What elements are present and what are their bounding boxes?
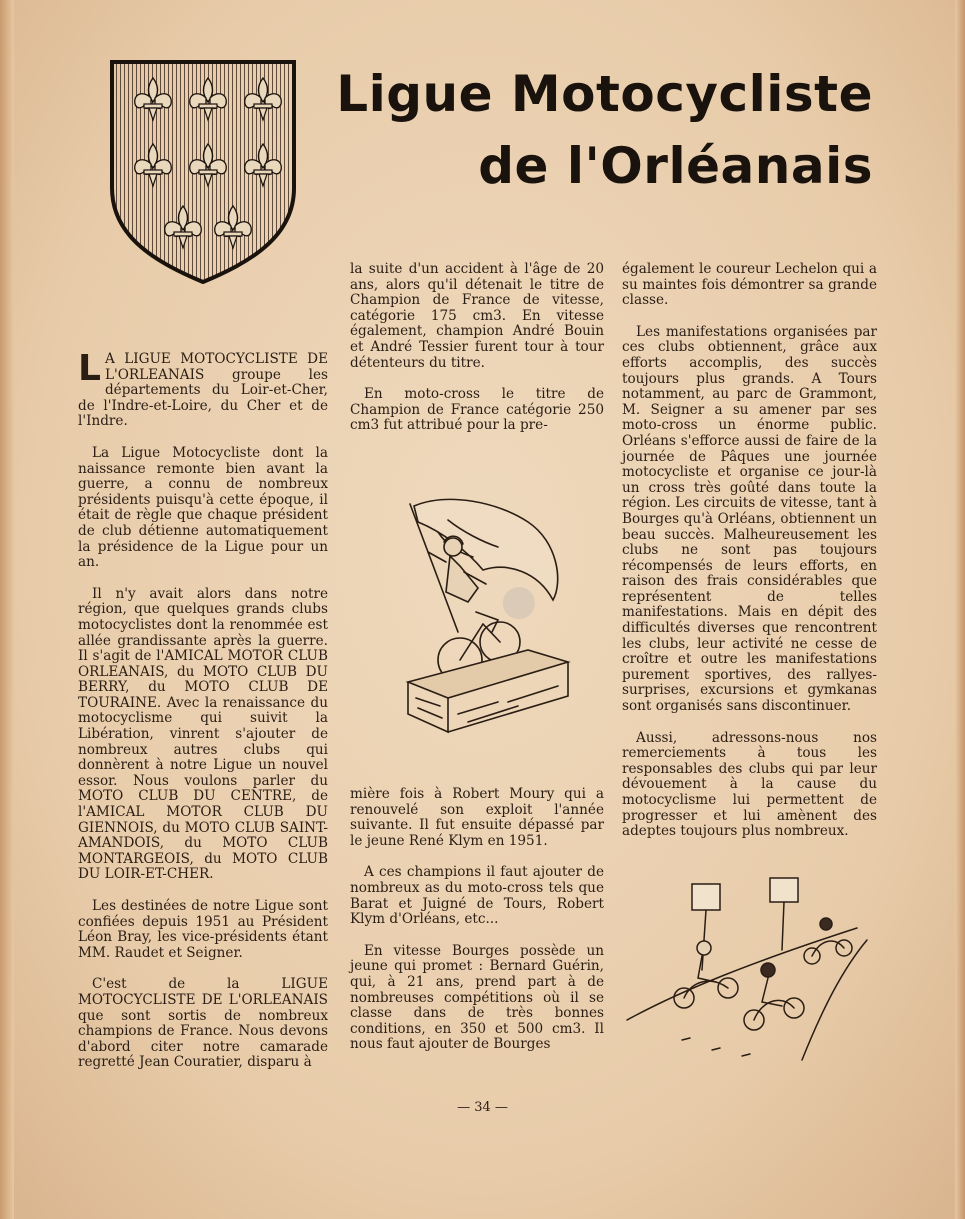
page-edge-right bbox=[955, 0, 965, 1219]
rider-statue-with-flag-illustration bbox=[388, 492, 588, 742]
paragraph: Les manifestations organisées par ces clubs obtiennent, grâce aux efforts accomplis, des succès toujours plus grands. A Tours notamment, au parc de Grammont, M. Seigner a su amener par ses moto-cross un énorme public. Orléans s'efforce aussi de faire de la journée de Pâques une journée motocycliste et organise ce jour-là un cross très goûté dans toute la région. Les circuits de vitesse, tant à Bourges qu'à Orléans, obtiennent un beau succès. Malheureusement les clubs ne sont pas toujours récompensés de leurs efforts, en raison des frais considérables que représentent de telles manifestations. Mais en dépit des difficultés diverses que rencontrent les clubs, leur activité ne cesse de croître et outre les manifestations purement sportives, des rallyes-surprises, excursions et gymkanas sont organisés sans discontinuer. bbox=[622, 323, 877, 715]
paragraph: C'est de la LIGUE MOTOCYCLISTE DE L'ORLEANAIS que sont sortis de nombreux champions de France. Nous devons d'abord citer notre camarade regretté Jean Couratier, disparu à bbox=[78, 976, 328, 1071]
paragraph: En vitesse Bourges possède un jeune qui promet : Bernard Guérin, qui, à 21 ans, prend part à de nombreuses compétitions où il se classe dans de très bonnes conditions, en 350 et 500 cm3. Il nous faut ajouter de Bourges bbox=[350, 942, 604, 1053]
page-title bbox=[336, 58, 873, 202]
paragraph: A ces champions il faut ajouter de nombreux as du moto-cross tels que Barat et Juigné de Tours, Robert Klym d'Orléans, etc... bbox=[350, 864, 604, 928]
article-column-2-bottom bbox=[350, 787, 604, 1069]
paragraph: Aussi, adressons-nous nos remerciements à tous les responsables des clubs qui par leur dévouement à la cause du motocyclisme lui permettent de progresser et lui amènent des adeptes toujours plus nombreux. bbox=[622, 729, 877, 840]
title-line-1: Ligue Motocycliste bbox=[336, 65, 873, 123]
paragraph bbox=[78, 348, 328, 430]
paragraph: Les destinées de notre Ligue sont confiées depuis 1951 au Président Léon Bray, les vice-présidents étant MM. Raudet et Seigner. bbox=[78, 898, 328, 961]
paragraph-text: A LIGUE MOTOCYCLISTE DE L'ORLEANAIS groupe les départements du Loir-et-Cher, de l'Indre-et-Loire, du Cher et de l'Indre. bbox=[78, 351, 328, 430]
article-column-3 bbox=[622, 262, 877, 856]
page-number: — 34 — bbox=[457, 1100, 508, 1115]
watermark-logo: ● bbox=[496, 572, 540, 627]
drop-cap: L bbox=[78, 348, 101, 389]
paragraph: également le coureur Lechelon qui a su maintes fois démontrer sa grande classe. bbox=[622, 261, 877, 309]
paragraph: la suite d'un accident à l'âge de 20 ans, alors qu'il détenait le titre de Champion de France de vitesse, catégorie 175 cm3. En vitesse également, champion André Bouin et André Tessier furent tour à tour détenteurs du titre. bbox=[350, 261, 604, 371]
paragraph: La Ligue Motocycliste dont la naissance remonte bien avant la guerre, a connu de nombreux présidents puisqu'à cette époque, il était de règle que chaque président de club détienne automatiquement la présidence de la Ligue pour un an. bbox=[78, 444, 328, 571]
shield-fleur-de-lis-icon bbox=[108, 58, 298, 284]
article-column-2-top bbox=[350, 262, 604, 450]
scooter-riders-road-illustration bbox=[622, 870, 877, 1062]
paragraph: Il n'y avait alors dans notre région, que quelques grands clubs motocyclistes dont la renommée est allée grandissante après la guerre. Il s'agit de l'AMICAL MOTOR CLUB ORLEANAIS, du MOTO CLUB DU BERRY, du MOTO CLUB DE TOURAINE. Avec la renaissance du motocyclisme qui suivit la Libération, vinrent s'ajouter de nombreux autres clubs qui donnèrent à notre Ligue un nouvel essor. Nous voulons parler du MOTO CLUB DU CENTRE, de l'AMICAL MOTOR CLUB DU GIENNOIS, du MOTO CLUB SAINT-AMANDOIS, du MOTO CLUB MONTARGEOIS, du MOTO CLUB DU LOIR-ET-CHER. bbox=[78, 585, 328, 883]
article-column-1 bbox=[78, 348, 328, 1087]
paragraph: mière fois à Robert Moury qui a renouvelé son exploit l'année suivante. Il fut ensuite dépassé par le jeune René Klym en 1951. bbox=[350, 786, 604, 849]
paragraph: En moto-cross le titre de Champion de France catégorie 250 cm3 fut attribué pour la pre- bbox=[350, 386, 604, 434]
title-line-2: de l'Orléanais bbox=[478, 137, 873, 195]
page-edge-left bbox=[0, 0, 14, 1219]
